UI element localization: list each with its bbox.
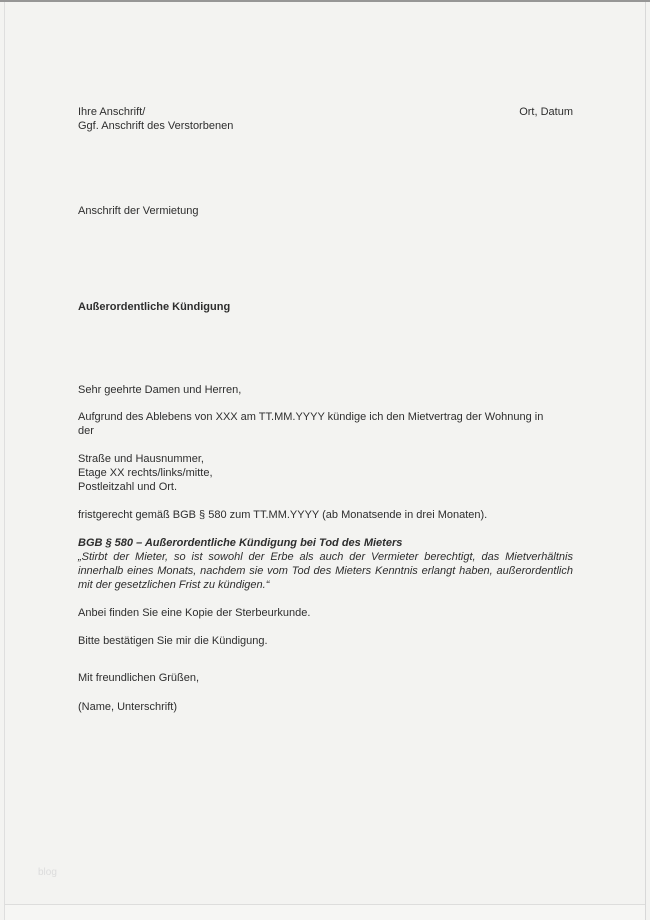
property-address-line1: Straße und Hausnummer, [78,453,204,465]
law-citation-quote: „Stirbt der Mieter, so ist sowohl der Erbe als auch der Vermieter berechtigt, das Mietverhältnis innerhalb eines Monats, nachdem sie vom Tod des Mieters Kenntnis erlangt haben, außerordentlich mit der gesetzlichen Frist zu kündigen.“ [78,551,573,591]
sender-address-block [78,105,233,133]
salutation: Sehr geehrte Damen und Herren, [78,384,242,396]
sender-address-line1: Ihre Anschrift/ [78,106,146,118]
intro-paragraph: Aufgrund des Ablebens von XXX am TT.MM.YYYY kündige ich den Mietvertrag der Wohnung in der [78,411,544,437]
subject-line: Außerordentliche Kündigung [78,301,231,313]
place-date-placeholder: Ort, Datum [519,106,573,118]
watermark-text: blog [38,867,57,878]
letter-header [78,105,573,133]
closing-phrase: Mit freundlichen Grüßen, [78,672,200,684]
signature-placeholder: (Name, Unterschrift) [78,701,178,713]
property-address-line2: Etage XX rechts/links/mitte, [78,467,213,479]
property-address-line3: Postleitzahl und Ort. [78,481,178,493]
law-citation-block [78,536,573,592]
property-address-block [78,452,573,494]
sender-address-line2: Ggf. Anschrift des Verstorbenen [78,120,234,132]
notice-period-line: fristgerecht gemäß BGB § 580 zum TT.MM.YYYY (ab Monatsende in drei Monaten). [78,509,488,521]
recipient-address: Anschrift der Vermietung [78,205,199,217]
confirmation-request: Bitte bestätigen Sie mir die Kündigung. [78,635,268,647]
law-citation-heading: BGB § 580 – Außerordentliche Kündigung bei Tod des Mieters [78,537,403,549]
enclosure-note: Anbei finden Sie eine Kopie der Sterbeurkunde. [78,607,311,619]
